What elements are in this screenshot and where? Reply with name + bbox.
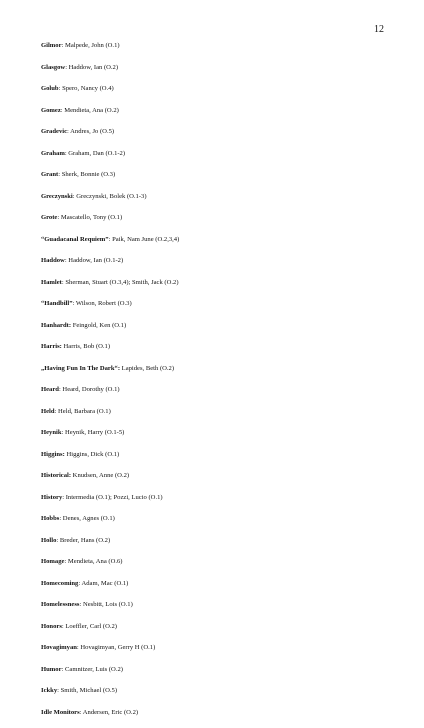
entry-reference: Feingold, Ken (O.1) xyxy=(71,322,126,329)
index-entry xyxy=(41,384,394,406)
entry-term: Hovagimyan xyxy=(41,644,77,651)
entry-reference: : Wilson, Robert (O.3) xyxy=(73,300,132,307)
index-entry xyxy=(41,148,394,170)
entry-reference: : Loeffler, Carl (O.2) xyxy=(62,623,117,630)
index-entry xyxy=(41,363,394,385)
entry-term: Glasgow xyxy=(41,64,65,71)
entry-reference: : Camnitzer, Luis (O.2) xyxy=(62,666,123,673)
entry-reference: Lapides, Beth (O.2) xyxy=(120,365,174,372)
entry-reference: : Mendieta, Ana (O.6) xyxy=(64,558,122,565)
entry-reference: : Denes, Agnes (O.1) xyxy=(59,515,115,522)
index-entry xyxy=(41,685,394,707)
entry-term: Heard xyxy=(41,386,59,393)
entry-term: Ickky xyxy=(41,687,57,694)
index-entry xyxy=(41,470,394,492)
index-entry xyxy=(41,556,394,578)
index-entry xyxy=(41,320,394,342)
index-entry xyxy=(41,578,394,600)
index-entry xyxy=(41,707,394,728)
entry-reference: : Sherman, Stuart (O.3,4); Smith, Jack (O.2) xyxy=(62,279,179,286)
entry-reference: : Haddow, Ian (O.1-2) xyxy=(65,257,123,264)
entry-term: “Handbill” xyxy=(41,300,73,307)
entry-term: Haddow xyxy=(41,257,65,264)
entry-term: Grant xyxy=(41,171,58,178)
entry-reference: Higgins, Dick (O.1) xyxy=(65,451,119,458)
entry-term: Grote xyxy=(41,214,57,221)
index-entry xyxy=(41,169,394,191)
index-entry xyxy=(41,212,394,234)
entry-reference: : Graham, Dan (O.1-2) xyxy=(65,150,125,157)
index-entry xyxy=(41,105,394,127)
entry-reference: Knudsen, Anne (O.2) xyxy=(71,472,129,479)
entry-term: Gradevic xyxy=(41,128,67,135)
index-entry xyxy=(41,191,394,213)
index-entry xyxy=(41,40,394,62)
index-entry xyxy=(41,277,394,299)
entry-reference: : Paik, Nam June (O.2,3,4) xyxy=(109,236,180,243)
entry-term: Heynik xyxy=(41,429,62,436)
entry-term: Idle Monitors xyxy=(41,709,80,716)
index-entry xyxy=(41,255,394,277)
index-entry xyxy=(41,449,394,471)
entry-term: Graham xyxy=(41,150,65,157)
entry-reference: : Smith, Michael (O.5) xyxy=(57,687,117,694)
entry-reference: : Heynik, Harry (O.1-5) xyxy=(62,429,125,436)
entry-term: Golub xyxy=(41,85,59,92)
entry-reference: : Intermedia (O.1); Pozzi, Lucio (O.1) xyxy=(62,494,162,501)
index-entry xyxy=(41,513,394,535)
entry-term: Greczynski xyxy=(41,193,73,200)
index-entry xyxy=(41,234,394,256)
index-entry xyxy=(41,427,394,449)
entry-term: Hobbs xyxy=(41,515,59,522)
entry-reference: Harris, Bob (O.1) xyxy=(62,343,110,350)
entry-term: Homecoming xyxy=(41,580,78,587)
index-entry xyxy=(41,126,394,148)
entry-term: “Guadacanal Requiem” xyxy=(41,236,109,243)
entry-term: Humor xyxy=(41,666,62,673)
entry-term: Gilmor xyxy=(41,42,62,49)
index-entry xyxy=(41,298,394,320)
entry-term: Hamlet xyxy=(41,279,62,286)
entry-term: Hanhardt: xyxy=(41,322,71,329)
entry-reference: : Spero, Nancy (O.4) xyxy=(59,85,114,92)
entry-reference: : Adam, Mac (O.1) xyxy=(78,580,128,587)
index-entry xyxy=(41,642,394,664)
entry-reference: : Breder, Hans (O.2) xyxy=(56,537,110,544)
entry-reference: : Andersen, Eric (O.2) xyxy=(80,709,138,716)
entry-reference: : Heard, Dorothy (O.1) xyxy=(59,386,120,393)
entry-reference: : Haddow, Ian (O.2) xyxy=(65,64,118,71)
entry-reference: : Sherk, Bonnie (O.3) xyxy=(58,171,115,178)
entry-reference: : Mendieta, Ana (O.2) xyxy=(61,107,119,114)
entry-reference: : Hovagimyan, Gerry H (O.1) xyxy=(77,644,155,651)
entry-term: Homelessness xyxy=(41,601,79,608)
entry-reference: : Mascatello, Tony (O.1) xyxy=(57,214,122,221)
page-number: 12 xyxy=(374,24,384,35)
entry-term: Held xyxy=(41,408,55,415)
entry-reference: : Greczynski, Bolek (O.1-3) xyxy=(73,193,147,200)
entry-term: „Having Fun In The Dark“: xyxy=(41,365,120,372)
entry-term: Higgins: xyxy=(41,451,65,458)
index-entry xyxy=(41,83,394,105)
index-entry xyxy=(41,535,394,557)
index-entry xyxy=(41,62,394,84)
entry-reference: : Held, Barbara (O.1) xyxy=(55,408,111,415)
entry-reference: : Nesbitt, Lois (O.1) xyxy=(79,601,132,608)
entry-reference: : Malpede, John (O.1) xyxy=(62,42,120,49)
entry-term: Historical: xyxy=(41,472,71,479)
entry-reference: : Andres, Jo (O.5) xyxy=(67,128,114,135)
entry-term: Honors xyxy=(41,623,62,630)
entry-term: Homage xyxy=(41,558,64,565)
entry-term: Hollo xyxy=(41,537,56,544)
entry-term: Gomez xyxy=(41,107,61,114)
index-entry xyxy=(41,406,394,428)
index-entry xyxy=(41,621,394,643)
index-entry xyxy=(41,492,394,514)
index-entry-list xyxy=(41,40,394,728)
index-entry xyxy=(41,341,394,363)
entry-term: Harris: xyxy=(41,343,62,350)
index-entry xyxy=(41,599,394,621)
index-entry xyxy=(41,664,394,686)
entry-term: History xyxy=(41,494,62,501)
